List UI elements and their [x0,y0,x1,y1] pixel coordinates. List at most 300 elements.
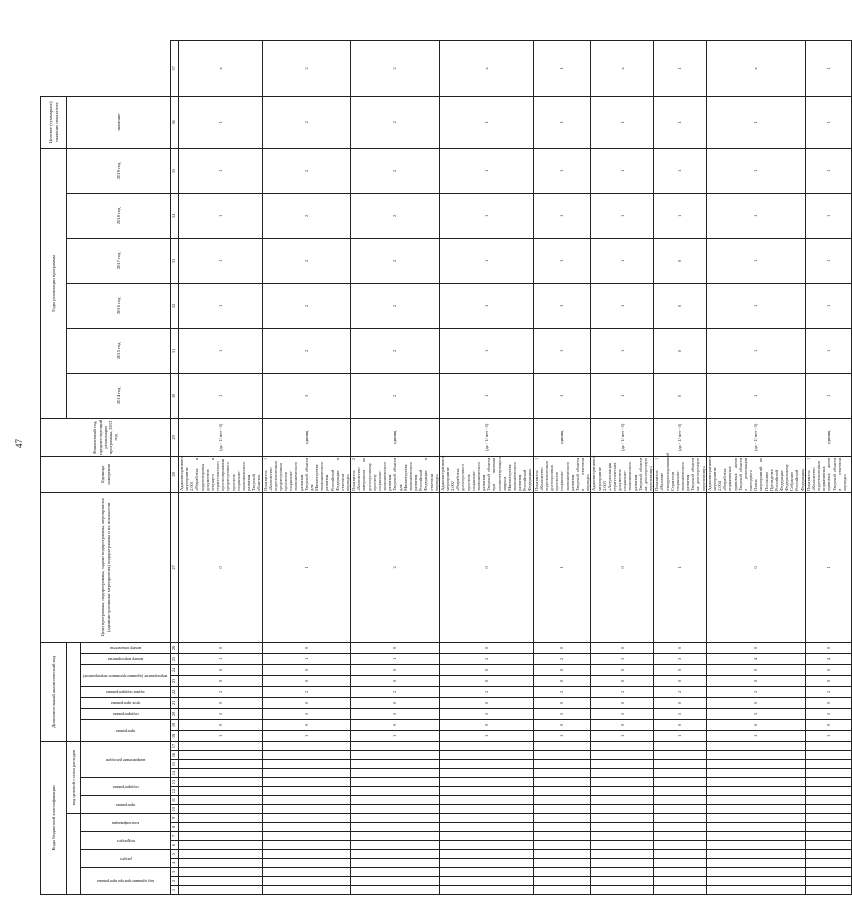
target-description-cell: Показатель 2 «Количество материалов по долгосрочному прогнозу социально-экономического развития Тверской области для Министерства экономического развития Российской Федерации в отчетном периоде» [351,457,439,491]
analytic-code-cell: 0 [591,697,654,708]
unit-cell: (да - 1/ нет - 0) [591,418,654,456]
analytic-code-cell: 5 [591,708,654,719]
analytic-code-cell: 0 [533,675,591,686]
year-value-cell: 1 [591,96,654,148]
budget-code-cell [262,796,351,805]
year-value-cell: 0 [654,238,707,283]
unit-cell: единиц [533,418,591,456]
budget-code-cell [262,741,351,750]
budget-code-cell [706,886,805,895]
year-header-2017: 2017 год [67,238,171,283]
budget-code-cell [533,805,591,814]
column-index-cell: 19 [171,719,179,730]
target-value-cell: 2 [351,41,440,97]
year-value-cell: 1 [706,148,805,193]
column-index-cell: 12 [171,787,179,796]
year-value-cell: 1 [179,148,263,193]
budget-code-cell [654,760,707,769]
analytic-code-cell: 5 [654,708,707,719]
budget-code-cell [533,832,591,841]
budget-code-cell [179,805,263,814]
budget-col-program: программа [115,802,136,808]
analytic-code-cell: 0 [591,642,654,653]
year-header-2016: 2016 год [67,283,171,328]
budget-code-cell [533,787,591,796]
analytic-col-indicator-number: номер показателя [109,646,142,652]
budget-code-cell [439,886,533,895]
year-value-cell: 1 [706,238,805,283]
budget-code-cell [706,769,805,778]
budget-code-cell [262,850,351,859]
column-index-cell: 27 [171,492,179,642]
analytic-code-cell: 1 [706,730,805,741]
target-description-cell: Показатель 1 «Количество подготовленных нормативных правовых актов Тверской области в отчетном периоде» [805,456,851,492]
analytic-code-cell: 0 [439,664,533,675]
year-value-cell: 1 [533,283,591,328]
budget-code-cell [179,778,263,787]
column-index-cell: 18 [171,730,179,741]
analytic-code-cell: 5 [262,708,351,719]
budget-code-cell [262,868,351,877]
budget-code-cell [179,751,263,760]
year-value-cell: 1 [439,193,533,238]
analytic-code-cell: 0 [591,664,654,675]
year-value-cell: 2 [262,328,351,373]
year-value-cell: 2 [262,283,351,328]
budget-code-cell [351,796,440,805]
budget-col-direction: направление расходов [105,757,146,763]
budget-code-cell [706,805,805,814]
budget-code-cell [805,760,851,769]
year-value-cell: 1 [654,193,707,238]
budget-code-cell [351,760,440,769]
analytic-code-cell: 0 [805,664,851,675]
budget-code-cell [805,741,851,750]
column-index-cell: 11 [171,796,179,805]
analytic-code-cell: 0 [439,675,533,686]
budget-code-cell [533,769,591,778]
base-year-value-cell: 2 [351,373,440,418]
budget-code-cell [805,877,851,886]
column-index-cell: 23 [171,675,179,686]
year-value-cell: 2 [262,96,351,148]
table-row [591,41,654,895]
base-year-value-cell: 1 [533,373,591,418]
analytic-code-cell: 2 [533,686,591,697]
column-index-cell: 4 [171,859,179,868]
budget-classification-header: Коды бюджетной классификации [41,741,67,894]
column-index-cell: 33 [171,238,179,283]
budget-code-cell [533,850,591,859]
target-value-header: Целевое (суммарное) значение показателя [41,96,67,148]
budget-code-cell [591,805,654,814]
year-header-2018: 2018 год [67,193,171,238]
analytic-code-cell: 2 [351,492,440,642]
budget-code-cell [533,741,591,750]
budget-code-cell [805,769,851,778]
analytic-code-cell: 0 [706,697,805,708]
table-row [706,41,805,895]
budget-code-cell [805,778,851,787]
column-index-cell: 10 [171,805,179,814]
unit-cell: (да - 1/ нет - 0) [654,418,707,456]
budget-code-cell [654,814,707,823]
analytic-code-cell: 4 [805,653,851,664]
analytic-code-cell: 0 [351,675,440,686]
year-value-cell: 2 [262,193,351,238]
column-index-cell: 3 [171,868,179,877]
budget-code-cell [179,741,263,750]
budget-code-cell [533,868,591,877]
target-value-cell: x [179,41,263,97]
column-index-cell: 7 [171,832,179,841]
analytic-code-cell: 0 [654,642,707,653]
budget-code-cell [351,778,440,787]
budget-code-cell [706,814,805,823]
analytic-code-cell: 5 [706,708,805,719]
budget-code-cell [351,886,440,895]
budget-code-cell [805,850,851,859]
analytic-code-cell: 0 [591,675,654,686]
budget-code-cell [351,769,440,778]
year-value-cell: 1 [533,148,591,193]
analytic-code-cell: 0 [591,492,654,642]
budget-code-cell [706,751,805,760]
column-index-cell: 31 [171,328,179,373]
target-value-cell: x [706,41,805,97]
year-value-cell: 1 [179,328,263,373]
budget-code-cell [805,814,851,823]
analytic-col-task: задача подпрограммы [106,690,145,696]
analytic-code-cell: 0 [262,697,351,708]
budget-code-cell [654,769,707,778]
budget-code-cell [591,741,654,750]
analytic-code-cell: 2 [351,686,440,697]
analytic-col-measure-number: номер мероприятия [107,657,144,663]
year-value-cell: 1 [591,283,654,328]
years-group-header: Годы реализации программы [41,148,67,418]
analytic-code-cell: 0 [706,664,805,675]
analytic-code-cell: 1 [654,730,707,741]
year-value-cell: 2 [351,96,440,148]
unit-column-header: Единица измерения [41,456,171,492]
budget-code-cell [351,832,440,841]
column-index-cell: 2 [171,877,179,886]
analytic-code-cell: 1 [262,492,351,642]
analytic-code-cell: 3 [654,653,707,664]
budget-code-cell [706,868,805,877]
budget-code-cell [262,841,351,850]
column-index-cell: 34 [171,193,179,238]
table-row [654,41,707,895]
budget-code-cell [654,751,707,760]
table-row [439,41,533,895]
analytic-code-cell: 1 [533,492,591,642]
table-row [351,41,440,895]
budget-code-cell [439,823,533,832]
budget-code-cell [351,823,440,832]
analytic-code-cell: 0 [706,719,805,730]
unit-cell: единиц [262,418,351,456]
budget-code-cell [351,877,440,886]
analytic-code-cell: 5 [439,708,533,719]
budget-code-cell [351,850,440,859]
year-value-cell: 1 [533,328,591,373]
budget-code-cell [591,841,654,850]
analytic-code-cell: 2 [533,653,591,664]
year-value-cell: 1 [591,193,654,238]
budget-code-cell [533,877,591,886]
base-year-value-cell: 1 [179,373,263,418]
column-index-cell: 32 [171,283,179,328]
year-value-cell: 1 [179,96,263,148]
budget-code-cell [351,805,440,814]
budget-code-cell [706,877,805,886]
year-value-cell: 2 [351,328,440,373]
analytic-code-cell: 0 [179,492,263,642]
analytic-code-header: Дополнительный аналитический код [41,642,67,741]
budget-code-cell [805,805,851,814]
column-index-cell: 13 [171,778,179,787]
budget-code-cell [439,787,533,796]
program-indicators-table [40,40,852,895]
budget-code-cell [533,778,591,787]
analytic-code-cell: 0 [439,642,533,653]
column-index-cell: 29 [171,418,179,456]
analytic-code-cell: 1 [351,653,440,664]
year-value-cell: 1 [706,328,805,373]
budget-col-subprogram: подпрограмма [112,784,139,790]
year-value-cell: 1 [654,148,707,193]
budget-code-cell [805,832,851,841]
budget-code-cell [805,823,851,832]
year-value-cell: 1 [654,96,707,148]
column-index-cell: 24 [171,664,179,675]
value-header: значение [67,96,171,148]
analytic-code-cell: 0 [805,697,851,708]
budget-code-cell [591,778,654,787]
analytic-col-measure: мероприятие (административное мероприятие) [83,673,168,679]
table-row [805,41,851,895]
budget-code-cell [439,868,533,877]
analytic-code-cell: 0 [179,664,263,675]
table-row [262,41,351,895]
column-index-cell: 35 [171,148,179,193]
column-index-cell: 1 [171,886,179,895]
budget-code-cell [654,859,707,868]
analytic-code-cell: 0 [439,697,533,708]
year-value-cell: 1 [706,283,805,328]
analytic-code-cell: 3 [591,653,654,664]
budget-code-cell [591,751,654,760]
analytic-code-cell: 0 [262,664,351,675]
budget-code-cell [351,868,440,877]
budget-code-cell [351,814,440,823]
year-value-cell: 1 [805,96,851,148]
budget-code-cell [805,841,851,850]
column-index-cell: 8 [171,823,179,832]
target-description-cell: Показатель 1 «Количество подготовленных долгосрочных прогнозов социально-экономического развития Тверской области в отчетном периоде» [533,457,591,491]
analytic-code-cell: 0 [533,697,591,708]
budget-code-cell [591,868,654,877]
analytic-code-cell: 1 [262,730,351,741]
base-year-value-cell: 1 [439,373,533,418]
analytic-code-cell: 0 [533,664,591,675]
budget-code-cell [262,859,351,868]
budget-code-cell [654,832,707,841]
budget-code-cell [179,814,263,823]
analytic-code-cell: 0 [439,719,533,730]
budget-code-cell [805,859,851,868]
analytic-col-goal: цель программы [110,701,141,707]
year-value-cell: 0 [654,328,707,373]
analytic-col-subprogram: подпрограмма [112,712,139,718]
budget-code-cell [706,778,805,787]
budget-code-cell [262,760,351,769]
year-value-cell: 1 [439,283,533,328]
budget-code-cell [439,805,533,814]
base-year-value-cell: 1 [805,373,851,418]
budget-code-cell [654,886,707,895]
column-index-cell: 16 [171,751,179,760]
analytic-col-program: программа [115,728,136,734]
year-value-cell: 1 [439,148,533,193]
target-value-cell: 1 [533,41,591,97]
analytic-code-cell: 0 [439,492,533,642]
year-header-2019: 2019 год [67,148,171,193]
budget-code-cell [262,877,351,886]
analytic-code-cell: 5 [533,708,591,719]
analytic-code-cell: 0 [654,697,707,708]
budget-code-cell [439,859,533,868]
analytic-code-cell: 1 [591,730,654,741]
budget-code-cell [591,850,654,859]
budget-code-cell [179,877,263,886]
year-value-cell: 2 [351,193,440,238]
year-value-cell: 2 [351,283,440,328]
analytic-code-cell: 1 [262,653,351,664]
table-row [533,41,591,895]
budget-code-cell [179,841,263,850]
analytic-code-cell: 0 [591,719,654,730]
budget-code-cell [351,859,440,868]
year-value-cell: 1 [533,238,591,283]
target-column-header: Цели программы, подпрограммы, задачи подпрограммы, мероприятия (административные мероприятия) подпрограммы и их показатели [41,492,171,642]
analytic-code-cell: 0 [706,492,805,642]
target-value-cell: x [591,41,654,97]
budget-code-cell [805,787,851,796]
year-value-cell: 1 [533,193,591,238]
analytic-code-cell: 2 [439,653,533,664]
budget-code-cell [591,823,654,832]
year-value-cell: 2 [262,238,351,283]
budget-code-cell [262,823,351,832]
budget-col-classification: классификация [111,820,140,826]
base-year-value-cell: 1 [706,373,805,418]
analytic-code-cell: 0 [351,719,440,730]
analytic-code-cell: 0 [179,697,263,708]
year-value-cell: 1 [591,328,654,373]
column-index-cell: 14 [171,769,179,778]
analytic-code-cell: 0 [262,642,351,653]
budget-col-subsection: подраздел [116,838,135,844]
analytic-code-cell: 2 [591,686,654,697]
target-description-cell: Административное мероприятие 2.004 «Разработка нормативных правовых актов Тверской области о реализации ежегодного Плана мероприятий по Посланию Президента Российской Федерации Федеральному Собранию Российской Федерации» [706,455,805,491]
budget-code-cell [591,796,654,805]
budget-code-cell [706,741,805,750]
year-value-cell: 2 [262,148,351,193]
budget-code-cell [706,823,805,832]
budget-target-article-header: код целевой статьи расходов [67,741,81,813]
table-row [179,41,263,895]
budget-code-cell [262,751,351,760]
analytic-code-cell: 1 [179,730,263,741]
analytic-code-cell: 0 [706,675,805,686]
analytic-code-cell: 5 [351,708,440,719]
budget-code-cell [262,886,351,895]
unit-cell: единиц [805,418,851,456]
analytic-code-cell: 0 [179,719,263,730]
year-value-cell: 1 [805,283,851,328]
analytic-code-cell: 0 [654,675,707,686]
budget-code-cell [439,841,533,850]
budget-code-cell [591,886,654,895]
budget-code-cell [439,850,533,859]
analytic-code-cell: 0 [805,719,851,730]
base-year-value-cell: 1 [591,373,654,418]
budget-code-cell [179,859,263,868]
year-value-cell: 1 [591,238,654,283]
budget-code-cell [439,751,533,760]
budget-code-cell [706,850,805,859]
budget-col-admin-code: код администратора программы [97,879,154,885]
analytic-code-cell: 1 [439,730,533,741]
year-value-cell: 1 [805,238,851,283]
budget-col-section: раздел [119,856,132,862]
budget-code-cell [179,796,263,805]
year-header-2014: 2014 год [67,373,171,418]
budget-code-cell [654,850,707,859]
budget-code-cell [439,769,533,778]
analytic-code-cell: 0 [179,642,263,653]
column-index-cell: 5 [171,850,179,859]
column-index-cell: 17 [171,741,179,750]
analytic-code-cell: 2 [439,686,533,697]
target-value-cell: 1 [805,41,851,97]
column-index-cell: 36 [171,96,179,148]
analytic-code-cell: 2 [179,686,263,697]
analytic-code-cell: 2 [805,686,851,697]
budget-code-cell [179,769,263,778]
year-value-cell: 1 [179,238,263,283]
target-value-cell: 1 [654,41,707,97]
budget-code-cell [439,760,533,769]
budget-code-cell [805,751,851,760]
column-index-cell: 9 [171,814,179,823]
analytic-code-cell: 0 [533,642,591,653]
column-index-cell: 25 [171,653,179,664]
column-index-cell: 6 [171,841,179,850]
year-value-cell: 1 [591,148,654,193]
target-description-cell: Административное мероприятие 2.001 «Разработка и корректировка документов текущего и стратегического прогнозирования среднесрочного прогноза социально-экономического развития Тверской области» [179,455,262,491]
analytic-code-cell: 0 [262,719,351,730]
base-year-value-cell: 3 [262,373,351,418]
budget-code-cell [805,868,851,877]
budget-code-cell [654,868,707,877]
column-index-cell: 21 [171,697,179,708]
year-value-cell: 2 [351,148,440,193]
year-header-2015: 2015 год [67,328,171,373]
